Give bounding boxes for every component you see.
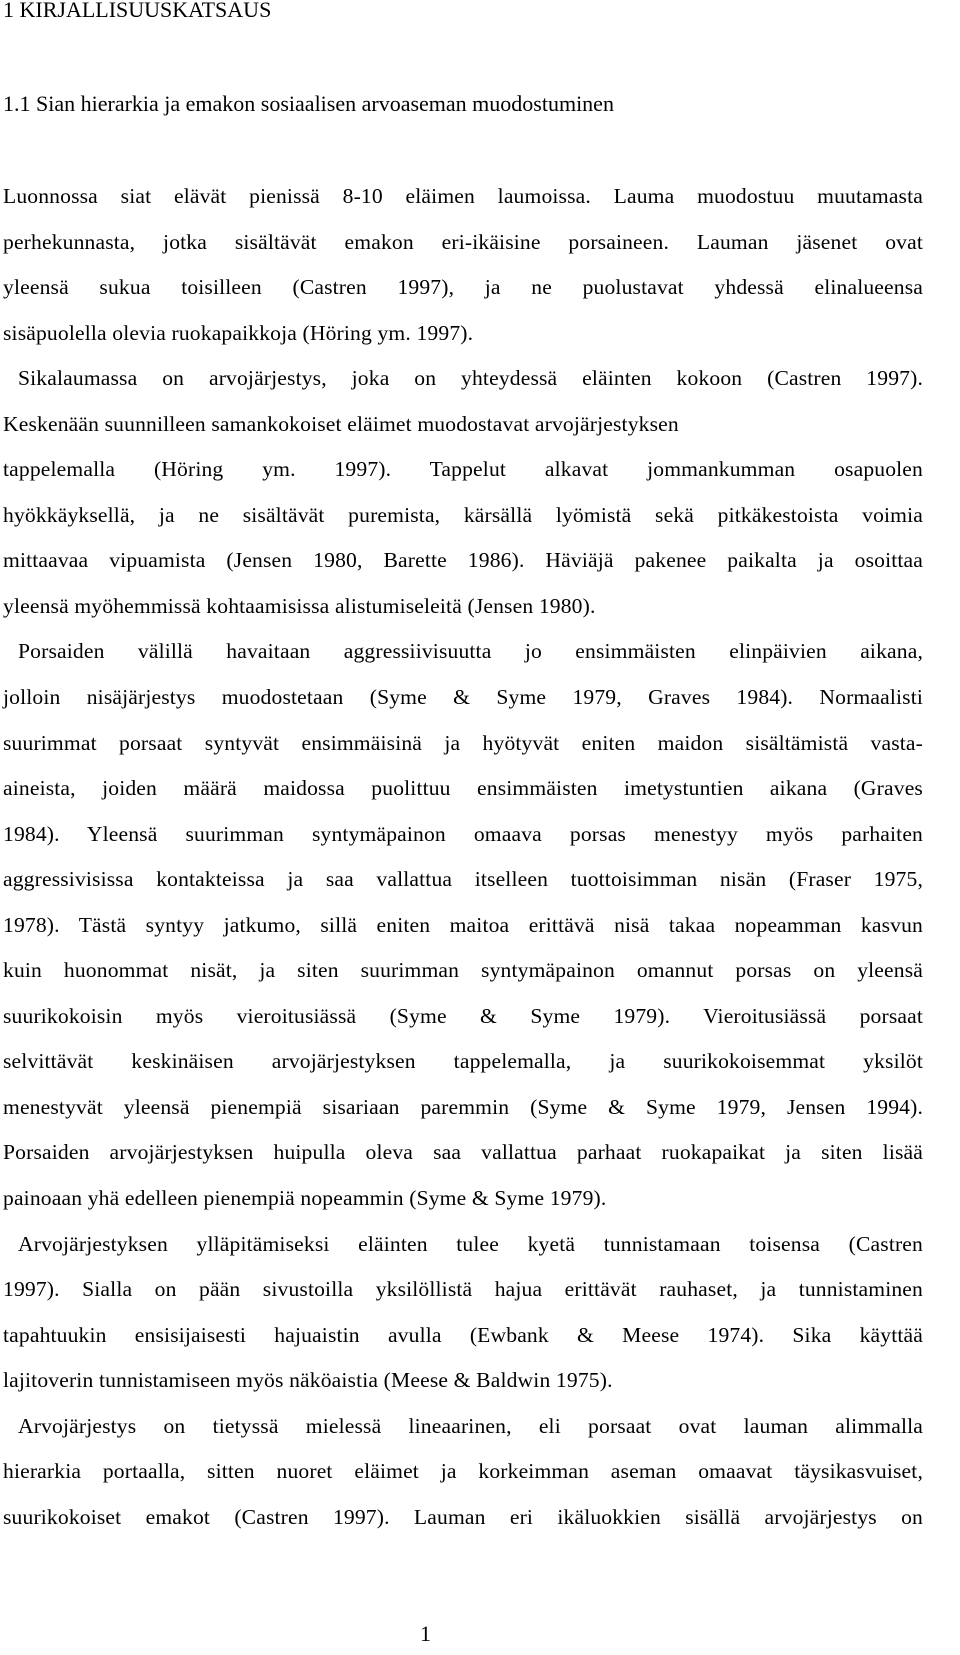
section-heading: 1.1 Sian hierarkia ja emakon sosiaalisen arvoaseman muodostuminen — [3, 91, 614, 116]
text-line: mittaavaa vipuamista (Jensen 1980, Barette 1986). Häviäjä pakenee paikalta ja osoittaa — [3, 548, 923, 573]
text-line: kuin huonommat nisät, ja siten suurimman syntymäpainon omannut porsas on yleensä — [3, 958, 923, 983]
text-line: Sikalaumassa on arvojärjestys, joka on yhteydessä eläinten kokoon (Castren 1997). — [18, 366, 923, 391]
text-line: suurikokoisin myös vieroitusiässä (Syme & Syme 1979). Vieroitusiässä porsaat — [3, 1003, 923, 1028]
text-line: 1997). Sialla on pään sivustoilla yksilöllistä hajua erittävät rauhaset, ja tunnistaminen — [3, 1277, 923, 1302]
text-line: 1984). Yleensä suurimman syntymäpainon omaava porsas menestyy myös parhaiten — [3, 821, 923, 846]
text-line: yleensä sukua toisilleen (Castren 1997), ja ne puolustavat yhdessä elinalueensa — [3, 275, 923, 300]
text-line: Arvojärjestys on tietyssä mielessä lineaarinen, eli porsaat ovat lauman alimmalla — [18, 1413, 923, 1438]
text-line: Porsaiden arvojärjestyksen huipulla oleva saa vallattua parhaat ruokapaikat ja siten lisää — [3, 1140, 923, 1165]
chapter-heading: 1 KIRJALLISUUSKATSAUS — [3, 0, 272, 22]
text-line: Arvojärjestyksen ylläpitämiseksi eläinten tulee kyetä tunnistamaan toisensa (Castren — [18, 1231, 923, 1256]
text-line: suurikokoiset emakot (Castren 1997). Lauman eri ikäluokkien sisällä arvojärjestys on — [3, 1504, 923, 1529]
text-line: painoaan yhä edelleen pienempiä nopeammin (Syme & Syme 1979). — [3, 1186, 607, 1211]
text-line: hierarkia portaalla, sitten nuoret eläimet ja korkeimman aseman omaavat täysikasvuiset, — [3, 1459, 923, 1484]
text-line: lajitoverin tunnistamiseen myös näköaistia (Meese & Baldwin 1975). — [3, 1368, 613, 1393]
text-line: 1978). Tästä syntyy jatkumo, sillä eniten maitoa erittävä nisä takaa nopeamman kasvun — [3, 912, 923, 937]
text-line: Porsaiden välillä havaitaan aggressiivisuutta jo ensimmäisten elinpäivien aikana, — [18, 639, 923, 664]
text-line: perhekunnasta, jotka sisältävät emakon eri-ikäisine porsaineen. Lauman jäsenet ovat — [3, 229, 923, 254]
text-line: suurimmat porsaat syntyvät ensimmäisinä ja hyötyvät eniten maidon sisältämistä vasta- — [3, 730, 923, 755]
page-number: 1 — [420, 1621, 431, 1646]
text-line: aineista, joiden määrä maidossa puolittuu ensimmäisten imetystuntien aikana (Graves — [3, 776, 923, 801]
text-line: Keskenään suunnilleen samankokoiset eläimet muodostavat arvojärjestyksen — [3, 411, 679, 436]
text-line: hyökkäyksellä, ja ne sisältävät puremista, kärsällä lyömistä sekä pitkäkestoista voimia — [3, 502, 923, 527]
text-line: yleensä myöhemmissä kohtaamisissa alistumiseleitä (Jensen 1980). — [3, 593, 596, 618]
body-text — [3, 182, 923, 1548]
text-line: selvittävät keskinäisen arvojärjestyksen tappelemalla, ja suurikokoisemmat yksilöt — [3, 1049, 923, 1074]
text-line: aggressivisissa kontakteissa ja saa vallattua itselleen tuottoisimman nisän (Fraser 1975, — [3, 867, 923, 892]
text-line: menestyvät yleensä pienempiä sisariaan paremmin (Syme & Syme 1979, Jensen 1994). — [3, 1094, 923, 1119]
text-line: sisäpuolella olevia ruokapaikkoja (Höring ym. 1997). — [3, 320, 474, 345]
text-line: jolloin nisäjärjestys muodostetaan (Syme & Syme 1979, Graves 1984). Normaalisti — [3, 685, 923, 710]
text-line: tapahtuukin ensisijaisesti hajuaistin avulla (Ewbank & Meese 1974). Sika käyttää — [3, 1322, 923, 1347]
text-line: Luonnossa siat elävät pienissä 8-10 eläimen laumoissa. Lauma muodostuu muutamasta — [3, 184, 923, 208]
text-line: tappelemalla (Höring ym. 1997). Tappelut alkavat jommankumman osapuolen — [3, 457, 923, 482]
